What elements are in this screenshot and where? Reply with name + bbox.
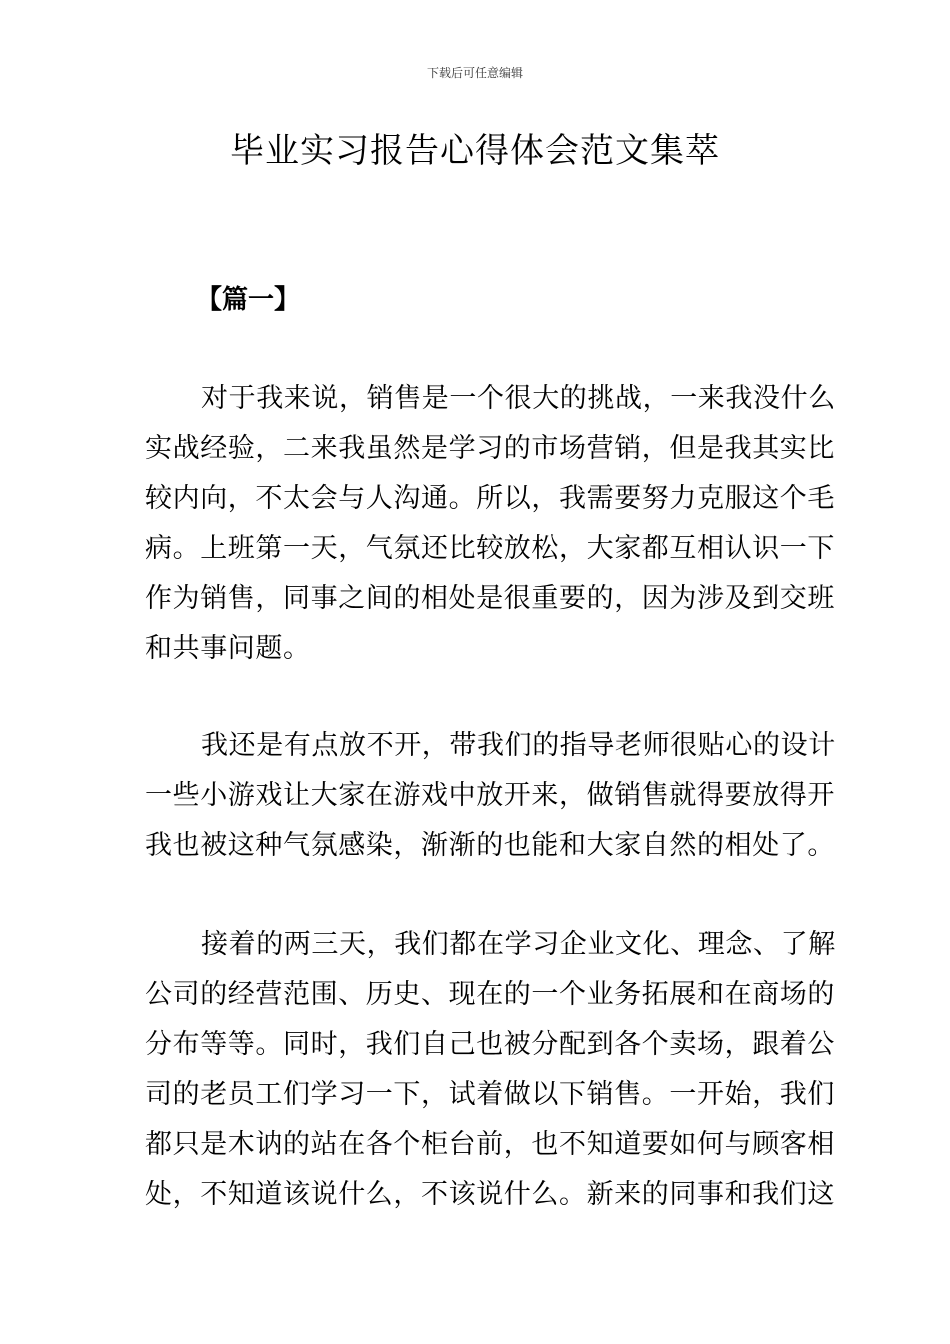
document-title: 毕业实习报告心得体会范文集萃 — [230, 131, 720, 171]
paragraph-line: 处，不知道该说什么，不该说什么。新来的同事和我们这 — [145, 1179, 835, 1210]
paragraph-line: 和共事问题。 — [145, 633, 311, 664]
header-note: 下载后可任意编辑 — [426, 66, 523, 80]
paragraph-2 — [145, 721, 836, 871]
paragraph-line: 我还是有点放不开，带我们的指导老师很贴心的设计 — [201, 730, 836, 761]
paragraph-line: 一些小游戏让大家在游戏中放开来，做销售就得要放得开 — [145, 780, 835, 811]
paragraph-line: 公司的经营范围、历史、现在的一个业务拓展和在商场的 — [145, 979, 835, 1010]
paragraph-line: 较内向，不太会与人沟通。所以，我需要努力克服这个毛 — [145, 483, 835, 514]
paragraph-line: 我也被这种气氛感染，渐渐的也能和大家自然的相处了。 — [145, 830, 835, 861]
paragraph-3 — [145, 920, 836, 1220]
paragraph-line: 病。上班第一天，气氛还比较放松，大家都互相认识一下 — [145, 533, 835, 564]
section-label: 【篇一】 — [196, 285, 301, 315]
paragraph-line: 对于我来说，销售是一个很大的挑战，一来我没什么 — [201, 383, 836, 414]
paragraph-line: 分布等等。同时，我们自己也被分配到各个卖场，跟着公 — [145, 1029, 835, 1060]
paragraph-line: 作为销售，同事之间的相处是很重要的，因为涉及到交班 — [145, 583, 835, 614]
paragraph-line: 司的老员工们学习一下，试着做以下销售。一开始，我们 — [145, 1079, 835, 1110]
paragraph-line: 实战经验，二来我虽然是学习的市场营销，但是我其实比 — [145, 433, 835, 464]
paragraph-line: 接着的两三天，我们都在学习企业文化、理念、了解 — [201, 929, 836, 960]
paragraph-line: 都只是木讷的站在各个柜台前，也不知道要如何与顾客相 — [145, 1129, 835, 1160]
paragraph-1 — [145, 374, 836, 674]
